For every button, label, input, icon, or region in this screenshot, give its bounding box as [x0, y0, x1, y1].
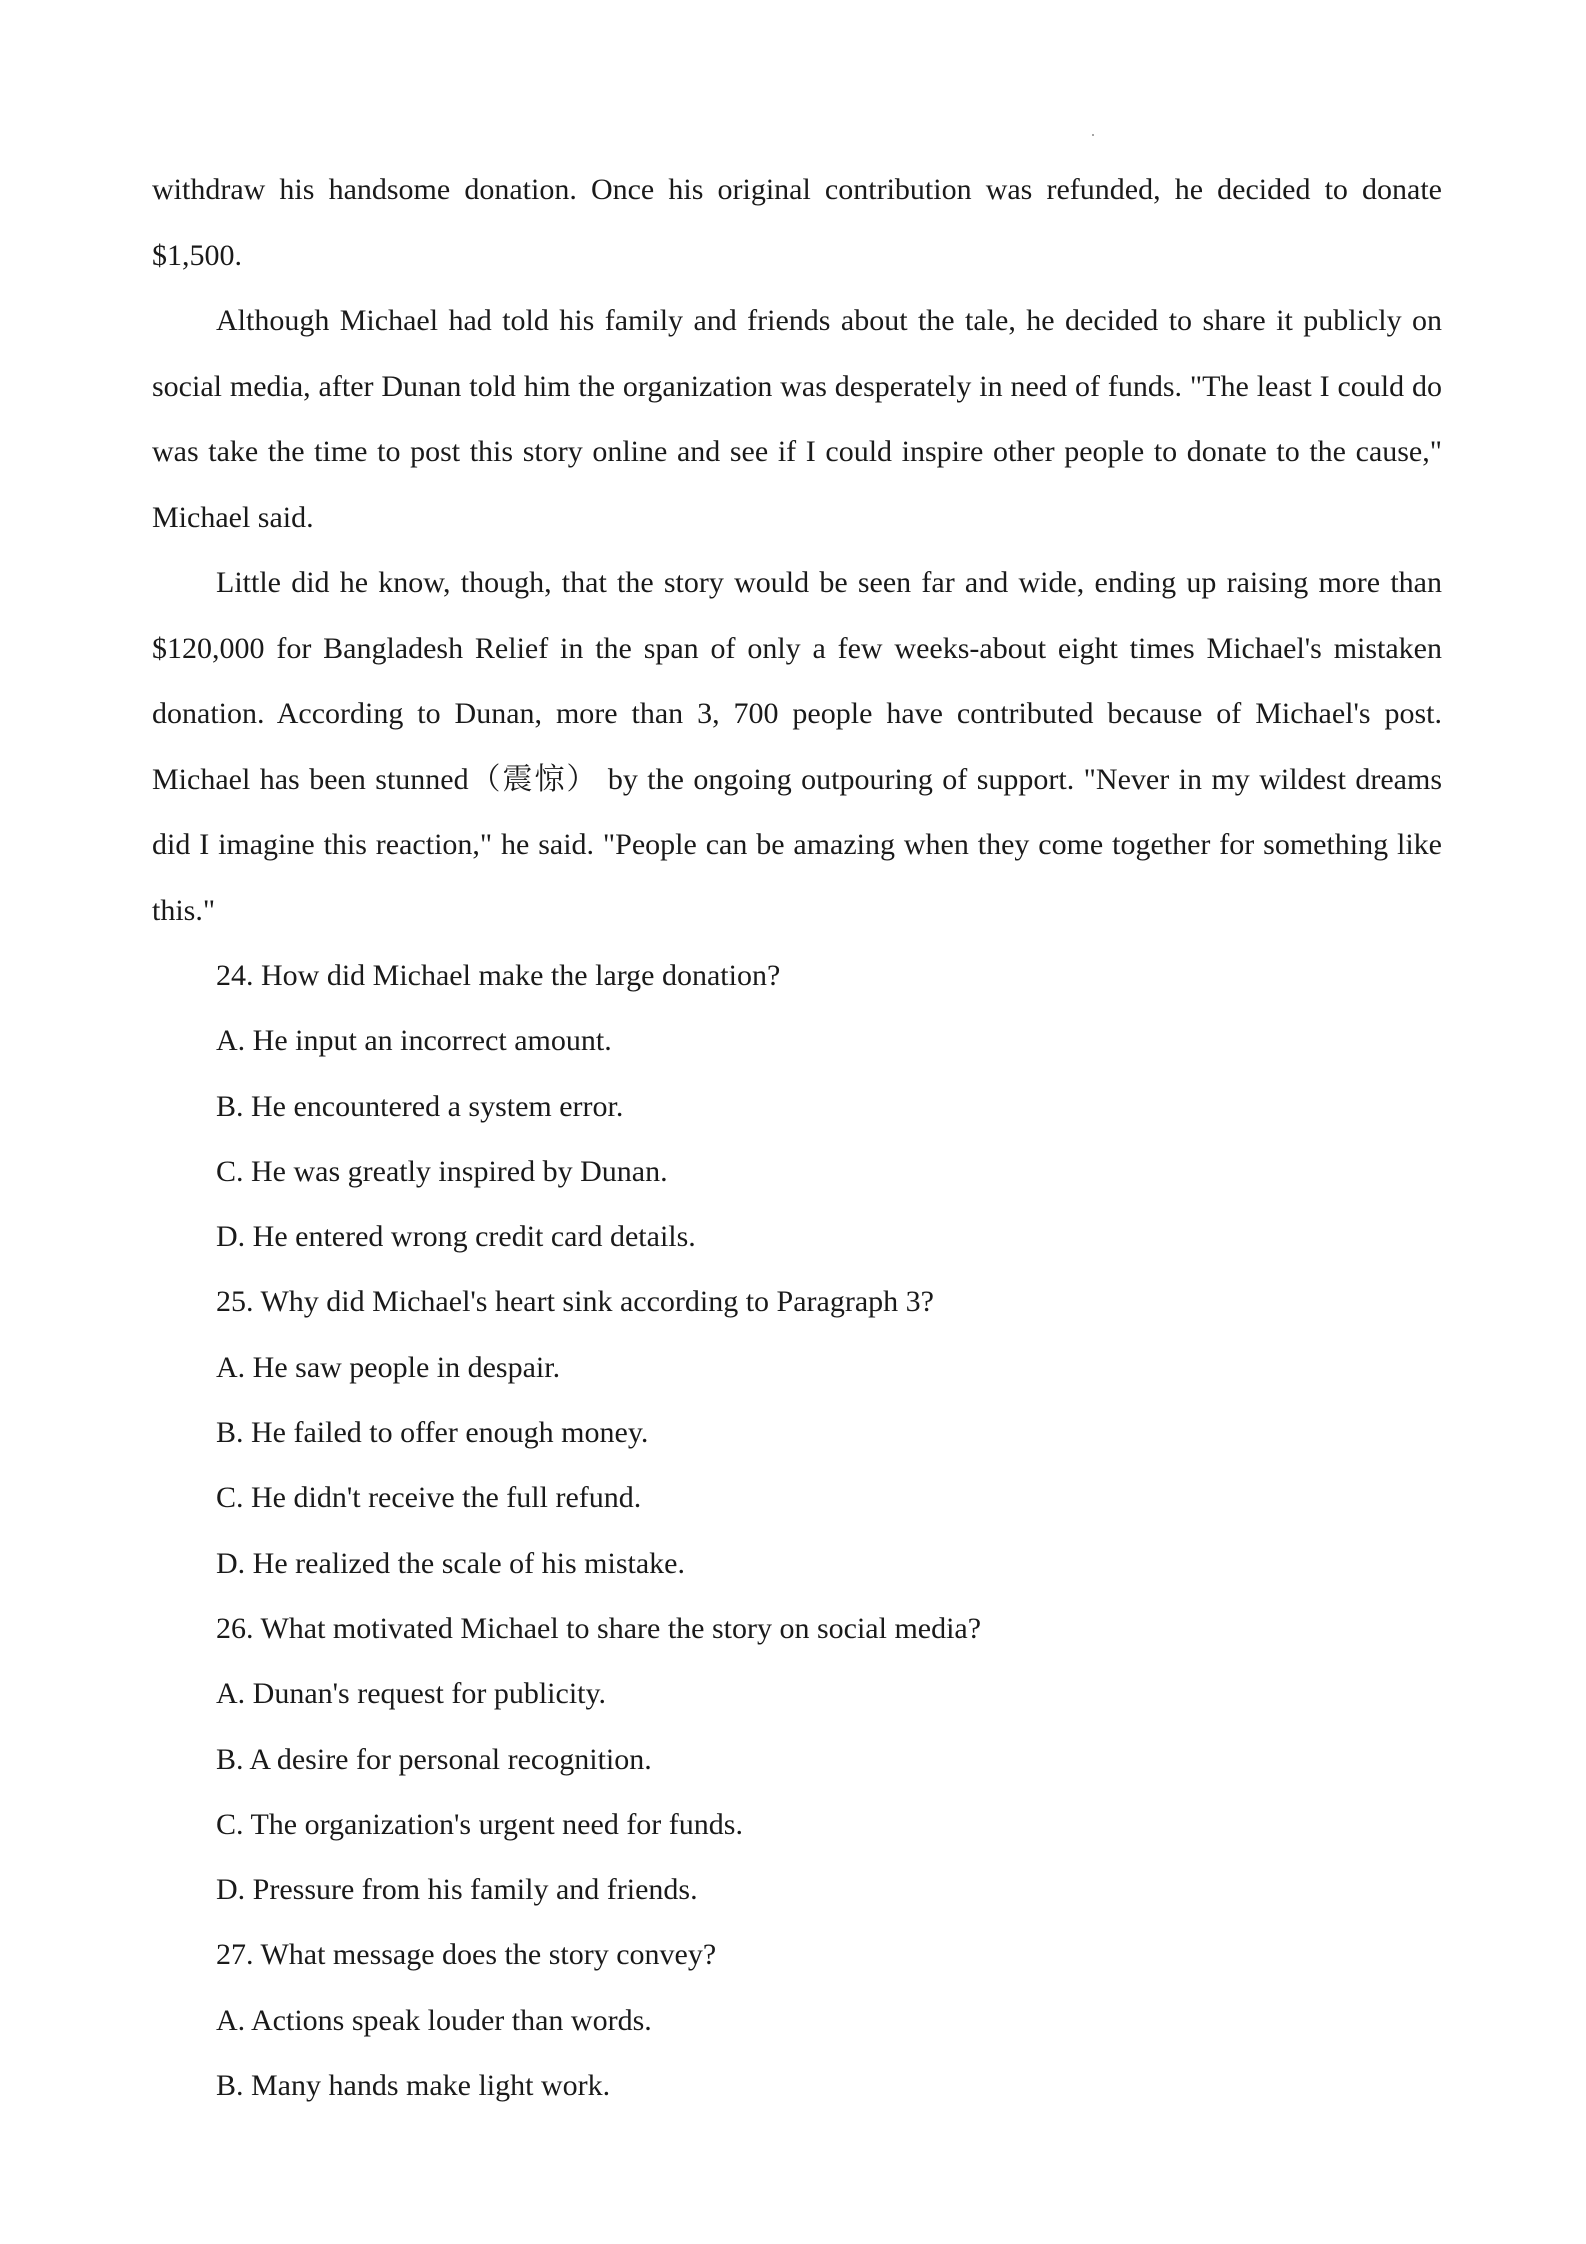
- option-c: C. He didn't receive the full refund.: [216, 1481, 642, 1515]
- question-27: [152, 1922, 1442, 2118]
- option-d: D. He realized the scale of his mistake.: [216, 1546, 685, 1580]
- passage-paragraph-2: Although Michael had told his family and friends about the tale, he decided to share it publicly on social media, after Dunan told him the organization was desperately in need of funds. "The least I could do was take the time to post this story online and see if I could inspire other people to donate to the cause," Michael said.: [152, 304, 1442, 534]
- option-b: B. Many hands make light work.: [216, 2069, 611, 2103]
- option-d: D. Pressure from his family and friends.: [216, 1873, 698, 1907]
- document-page: [152, 157, 1442, 2118]
- option-a: A. Dunan's request for publicity.: [216, 1677, 607, 1711]
- question-stem: 27. What message does the story convey?: [216, 1938, 717, 1972]
- question-stem: 26. What motivated Michael to share the story on social media?: [216, 1611, 982, 1645]
- option-a: A. He saw people in despair.: [216, 1350, 561, 1384]
- option-a: A. Actions speak louder than words.: [216, 2003, 652, 2037]
- passage-paragraph-3: Little did he know, though, that the story would be seen far and wide, ending up raising more than $120,000 for Bangladesh Relief in the span of only a few weeks-about eight times Michael's mistaken donation. According to Dunan, more than 3, 700 people have contributed because of Michael's post. Michael has been stunned（震惊） by the ongoing outpouring of support. "Never in my wildest dreams did I imagine this reaction," he said. "People can be amazing when they come together for something like this.": [152, 566, 1442, 927]
- passage-paragraph-1: withdraw his handsome donation. Once his original contribution was refunded, he decided to donate $1,500.: [152, 173, 1442, 272]
- option-a: A. He input an incorrect amount.: [216, 1024, 612, 1058]
- scan-speck: [1092, 134, 1094, 136]
- option-b: B. A desire for personal recognition.: [216, 1742, 652, 1776]
- question-24: [152, 943, 1442, 1269]
- option-b: B. He failed to offer enough money.: [216, 1416, 649, 1450]
- option-b: B. He encountered a system error.: [216, 1089, 624, 1123]
- question-25: [152, 1269, 1442, 1595]
- question-stem: 24. How did Michael make the large donation?: [216, 959, 781, 992]
- question-26: [152, 1596, 1442, 1922]
- option-c: C. He was greatly inspired by Dunan.: [216, 1154, 668, 1188]
- option-c: C. The organization's urgent need for funds.: [216, 1807, 743, 1841]
- option-d: D. He entered wrong credit card details.: [216, 1220, 696, 1254]
- question-stem: 25. Why did Michael's heart sink according to Paragraph 3?: [216, 1285, 934, 1319]
